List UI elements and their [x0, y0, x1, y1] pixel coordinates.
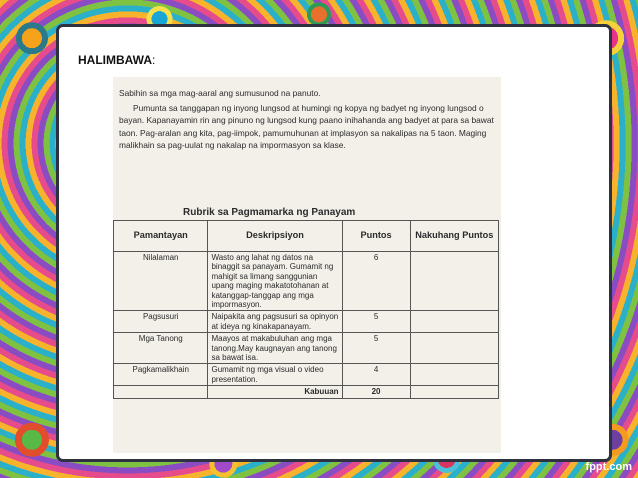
description-cell: Naipakita ang pagsusuri sa opinyon at ideya ng kinakapanayam. — [208, 311, 342, 333]
instructions — [119, 87, 499, 151]
heading-colon: : — [152, 53, 156, 67]
description-cell: Gumamit ng mga visual o video presentation. — [208, 364, 342, 386]
earned-cell — [410, 333, 498, 364]
points-cell: 4 — [342, 364, 410, 386]
heading-text: HALIMBAWA — [78, 53, 152, 67]
total-label: Kabuuan — [208, 386, 342, 398]
earned-cell — [410, 311, 498, 333]
criterion-cell: Nilalaman — [114, 252, 208, 311]
earned-cell — [410, 364, 498, 386]
column-header: Nakuhang Puntos — [410, 221, 498, 252]
table-header-row — [114, 221, 499, 252]
points-cell: 5 — [342, 311, 410, 333]
slide-heading — [78, 53, 155, 67]
column-header: Pamantayan — [114, 221, 208, 252]
table-row — [114, 364, 499, 386]
instruction-paragraph: Pumunta sa tanggapan ng inyong lungsod at humingi ng kopya ng badyet ng inyong lungsod o bayan. Kapanayamin rin ang pinuno ng lungsod kung paano inihahanda ang badyet at para sa bawat taon. Pag-aralan ang kita, pag-iimpok, pamumuhunan at implasyon sa nakalipas na 5 taon. Maging malikhain sa pag-uulat ng nakalap na impormasyon sa klase. — [119, 103, 494, 150]
scanned-document — [113, 77, 501, 453]
points-cell: 6 — [342, 252, 410, 311]
table-row — [114, 311, 499, 333]
criterion-cell: Pagkamalikhain — [114, 364, 208, 386]
earned-cell — [410, 252, 498, 311]
watermark-logo: fppt.com — [585, 461, 632, 473]
column-header: Puntos — [342, 221, 410, 252]
table-row — [114, 252, 499, 311]
rubric-title: Rubrik sa Pagmamarka ng Panayam — [183, 207, 356, 218]
points-cell: 5 — [342, 333, 410, 364]
criterion-cell: Mga Tanong — [114, 333, 208, 364]
empty-cell — [114, 386, 208, 398]
total-points: 20 — [342, 386, 410, 398]
rubric-table — [113, 220, 499, 399]
description-cell: Wasto ang lahat ng datos na binaggit sa panayam. Gumamit ng mahigit sa limang sanggunian upang maging makatotohanan at katanggap-tanggap ang mga impormasyon. — [208, 252, 342, 311]
criterion-cell: Pagsusuri — [114, 311, 208, 333]
empty-cell — [410, 386, 498, 398]
total-row — [114, 386, 499, 398]
description-cell: Maayos at makabuluhan ang mga tanong.May kaugnayan ang tanong sa bawat isa. — [208, 333, 342, 364]
table-row — [114, 333, 499, 364]
slide — [59, 27, 609, 459]
column-header: Deskripsiyon — [208, 221, 342, 252]
instruction-line: Sabihin sa mga mag-aaral ang sumusunod na panuto. — [119, 88, 321, 98]
